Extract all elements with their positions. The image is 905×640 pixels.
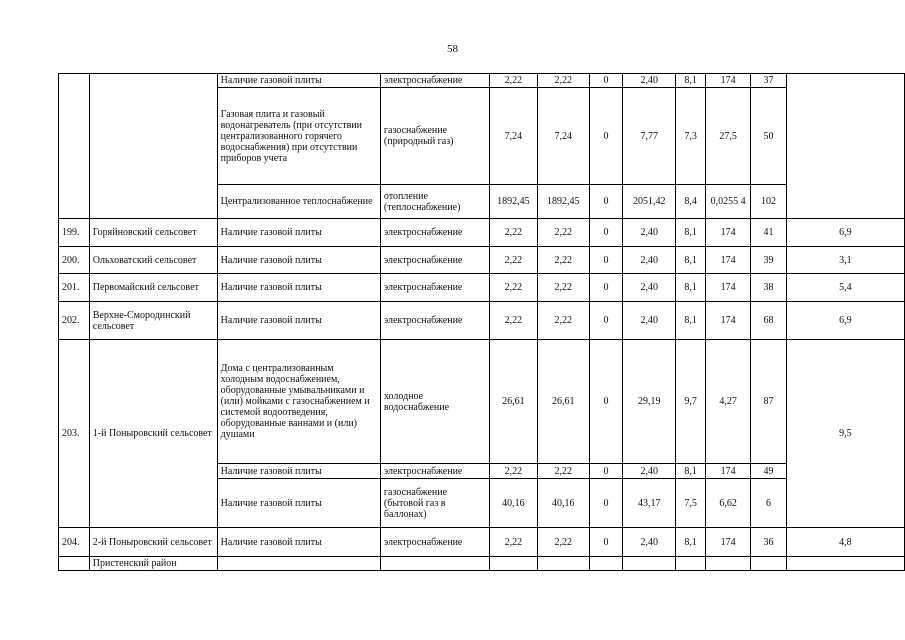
value-cell: 2,22 bbox=[490, 219, 538, 247]
value-cell: 102 bbox=[751, 185, 786, 219]
value-cell: 0 bbox=[589, 88, 622, 185]
value-cell: 2,22 bbox=[490, 74, 538, 88]
value-cell: 2,40 bbox=[623, 464, 676, 479]
value-cell: 38 bbox=[751, 274, 786, 302]
value-cell: 29,19 bbox=[623, 340, 676, 464]
row-number-cell: 199. bbox=[59, 219, 90, 247]
value-cell bbox=[623, 557, 676, 571]
tariff-table bbox=[58, 73, 905, 571]
last-value-cell: 5,4 bbox=[786, 274, 904, 302]
settlement-cell: Ольховатский сельсовет bbox=[89, 247, 217, 274]
last-value-cell bbox=[786, 557, 904, 571]
value-cell: 2,22 bbox=[490, 274, 538, 302]
row-number-cell: 203. bbox=[59, 340, 90, 528]
service-cell bbox=[380, 557, 489, 571]
value-cell bbox=[589, 557, 622, 571]
value-cell: 8,1 bbox=[676, 302, 705, 340]
service-cell: отопление (теплоснабжение) bbox=[380, 185, 489, 219]
settlement-cell: Верхне-Смородинский сельсовет bbox=[89, 302, 217, 340]
value-cell: 27,5 bbox=[705, 88, 750, 185]
row-number-cell: 200. bbox=[59, 247, 90, 274]
value-cell: 0 bbox=[589, 185, 622, 219]
value-cell: 2,40 bbox=[623, 247, 676, 274]
value-cell: 6 bbox=[751, 479, 786, 528]
value-cell: 174 bbox=[705, 274, 750, 302]
value-cell: 2,40 bbox=[623, 274, 676, 302]
value-cell: 40,16 bbox=[490, 479, 538, 528]
value-cell: 174 bbox=[705, 74, 750, 88]
value-cell: 174 bbox=[705, 464, 750, 479]
description-cell: Наличие газовой плиты bbox=[217, 479, 380, 528]
value-cell: 0 bbox=[589, 528, 622, 557]
last-value-cell: 6,9 bbox=[786, 219, 904, 247]
settlement-cell: 1-й Поныровский сельсовет bbox=[89, 340, 217, 528]
settlement-cell: Первомайский сельсовет bbox=[89, 274, 217, 302]
value-cell bbox=[751, 557, 786, 571]
value-cell: 2,40 bbox=[623, 219, 676, 247]
value-cell: 40,16 bbox=[537, 479, 589, 528]
value-cell: 8,1 bbox=[676, 247, 705, 274]
description-cell: Наличие газовой плиты bbox=[217, 74, 380, 88]
value-cell: 7,24 bbox=[537, 88, 589, 185]
value-cell bbox=[676, 557, 705, 571]
value-cell: 8,1 bbox=[676, 274, 705, 302]
value-cell: 6,62 bbox=[705, 479, 750, 528]
value-cell bbox=[490, 557, 538, 571]
value-cell: 2,22 bbox=[537, 274, 589, 302]
value-cell: 0 bbox=[589, 74, 622, 88]
value-cell: 2,22 bbox=[490, 464, 538, 479]
value-cell: 2,22 bbox=[537, 464, 589, 479]
value-cell: 0 bbox=[589, 302, 622, 340]
table-row bbox=[59, 528, 905, 557]
value-cell: 7,24 bbox=[490, 88, 538, 185]
value-cell: 7,3 bbox=[676, 88, 705, 185]
value-cell: 68 bbox=[751, 302, 786, 340]
value-cell: 2,40 bbox=[623, 528, 676, 557]
value-cell: 36 bbox=[751, 528, 786, 557]
value-cell: 0 bbox=[589, 219, 622, 247]
description-cell bbox=[217, 557, 380, 571]
district-name-cell: Пристенский район bbox=[89, 557, 217, 571]
service-cell: газоснабжение (бытовой газ в баллонах) bbox=[380, 479, 489, 528]
last-value-cell: 4,8 bbox=[786, 528, 904, 557]
value-cell: 174 bbox=[705, 302, 750, 340]
value-cell: 8,1 bbox=[676, 464, 705, 479]
description-cell: Газовая плита и газовый водонагреватель (при отсутствии централизованного горячего водоснабжения) при отсутствии приборов учета bbox=[217, 88, 380, 185]
description-cell: Наличие газовой плиты bbox=[217, 219, 380, 247]
value-cell: 49 bbox=[751, 464, 786, 479]
value-cell: 37 bbox=[751, 74, 786, 88]
service-cell: электроснабжение bbox=[380, 528, 489, 557]
service-cell: электроснабжение bbox=[380, 74, 489, 88]
value-cell: 0 bbox=[589, 464, 622, 479]
value-cell: 0 bbox=[589, 479, 622, 528]
value-cell: 0 bbox=[589, 247, 622, 274]
description-cell: Наличие газовой плиты bbox=[217, 528, 380, 557]
value-cell bbox=[537, 557, 589, 571]
value-cell: 174 bbox=[705, 219, 750, 247]
service-cell: электроснабжение bbox=[380, 219, 489, 247]
value-cell: 2,22 bbox=[537, 247, 589, 274]
table-row bbox=[59, 557, 905, 571]
value-cell: 2051,42 bbox=[623, 185, 676, 219]
value-cell: 2,40 bbox=[623, 74, 676, 88]
value-cell: 26,61 bbox=[537, 340, 589, 464]
value-cell: 9,7 bbox=[676, 340, 705, 464]
page-number: 58 bbox=[447, 43, 458, 55]
value-cell: 2,22 bbox=[490, 528, 538, 557]
service-cell: газоснабжение (природный газ) bbox=[380, 88, 489, 185]
value-cell: 2,22 bbox=[537, 302, 589, 340]
value-cell: 43,17 bbox=[623, 479, 676, 528]
service-cell: холодное водоснабжение bbox=[380, 340, 489, 464]
table-row bbox=[59, 302, 905, 340]
value-cell: 174 bbox=[705, 528, 750, 557]
value-cell: 2,22 bbox=[537, 74, 589, 88]
table-row bbox=[59, 219, 905, 247]
service-cell: электроснабжение bbox=[380, 464, 489, 479]
service-cell: электроснабжение bbox=[380, 247, 489, 274]
value-cell: 7,5 bbox=[676, 479, 705, 528]
value-cell: 41 bbox=[751, 219, 786, 247]
value-cell: 87 bbox=[751, 340, 786, 464]
value-cell: 1892,45 bbox=[537, 185, 589, 219]
table-row bbox=[59, 340, 905, 464]
value-cell: 26,61 bbox=[490, 340, 538, 464]
settlement-cell bbox=[89, 74, 217, 219]
row-number-cell bbox=[59, 74, 90, 219]
value-cell: 1892,45 bbox=[490, 185, 538, 219]
last-value-cell: 6,9 bbox=[786, 302, 904, 340]
table-row bbox=[59, 274, 905, 302]
value-cell: 2,22 bbox=[537, 528, 589, 557]
row-number-cell: 201. bbox=[59, 274, 90, 302]
value-cell: 8,1 bbox=[676, 74, 705, 88]
description-cell: Наличие газовой плиты bbox=[217, 247, 380, 274]
value-cell: 7,77 bbox=[623, 88, 676, 185]
table-row bbox=[59, 74, 905, 88]
value-cell bbox=[705, 557, 750, 571]
row-number-cell: 202. bbox=[59, 302, 90, 340]
value-cell: 2,22 bbox=[537, 219, 589, 247]
value-cell: 2,22 bbox=[490, 302, 538, 340]
last-value-cell: 3,1 bbox=[786, 247, 904, 274]
service-cell: электроснабжение bbox=[380, 302, 489, 340]
value-cell: 0 bbox=[589, 274, 622, 302]
value-cell: 50 bbox=[751, 88, 786, 185]
service-cell: электроснабжение bbox=[380, 274, 489, 302]
description-cell: Централизованное теплоснабжение bbox=[217, 185, 380, 219]
value-cell: 39 bbox=[751, 247, 786, 274]
value-cell: 2,40 bbox=[623, 302, 676, 340]
value-cell: 8,1 bbox=[676, 528, 705, 557]
table-row bbox=[59, 247, 905, 274]
last-value-cell: 9,5 bbox=[786, 340, 904, 528]
row-number-cell: 204. bbox=[59, 528, 90, 557]
row-number-cell bbox=[59, 557, 90, 571]
settlement-cell: Горяйновский сельсовет bbox=[89, 219, 217, 247]
value-cell: 8,4 bbox=[676, 185, 705, 219]
value-cell: 2,22 bbox=[490, 247, 538, 274]
description-cell: Наличие газовой плиты bbox=[217, 464, 380, 479]
description-cell: Дома с централизованным холодным водоснабжением, оборудованные умывальниками и (или) мойками с газоснабжением и системой водоотведения, оборудованные ваннами и (или) душами bbox=[217, 340, 380, 464]
value-cell: 0,0255 4 bbox=[705, 185, 750, 219]
value-cell: 0 bbox=[589, 340, 622, 464]
settlement-cell: 2-й Поныровский сельсовет bbox=[89, 528, 217, 557]
description-cell: Наличие газовой плиты bbox=[217, 302, 380, 340]
value-cell: 8,1 bbox=[676, 219, 705, 247]
value-cell: 4,27 bbox=[705, 340, 750, 464]
value-cell: 174 bbox=[705, 247, 750, 274]
description-cell: Наличие газовой плиты bbox=[217, 274, 380, 302]
last-value-cell bbox=[786, 74, 904, 219]
